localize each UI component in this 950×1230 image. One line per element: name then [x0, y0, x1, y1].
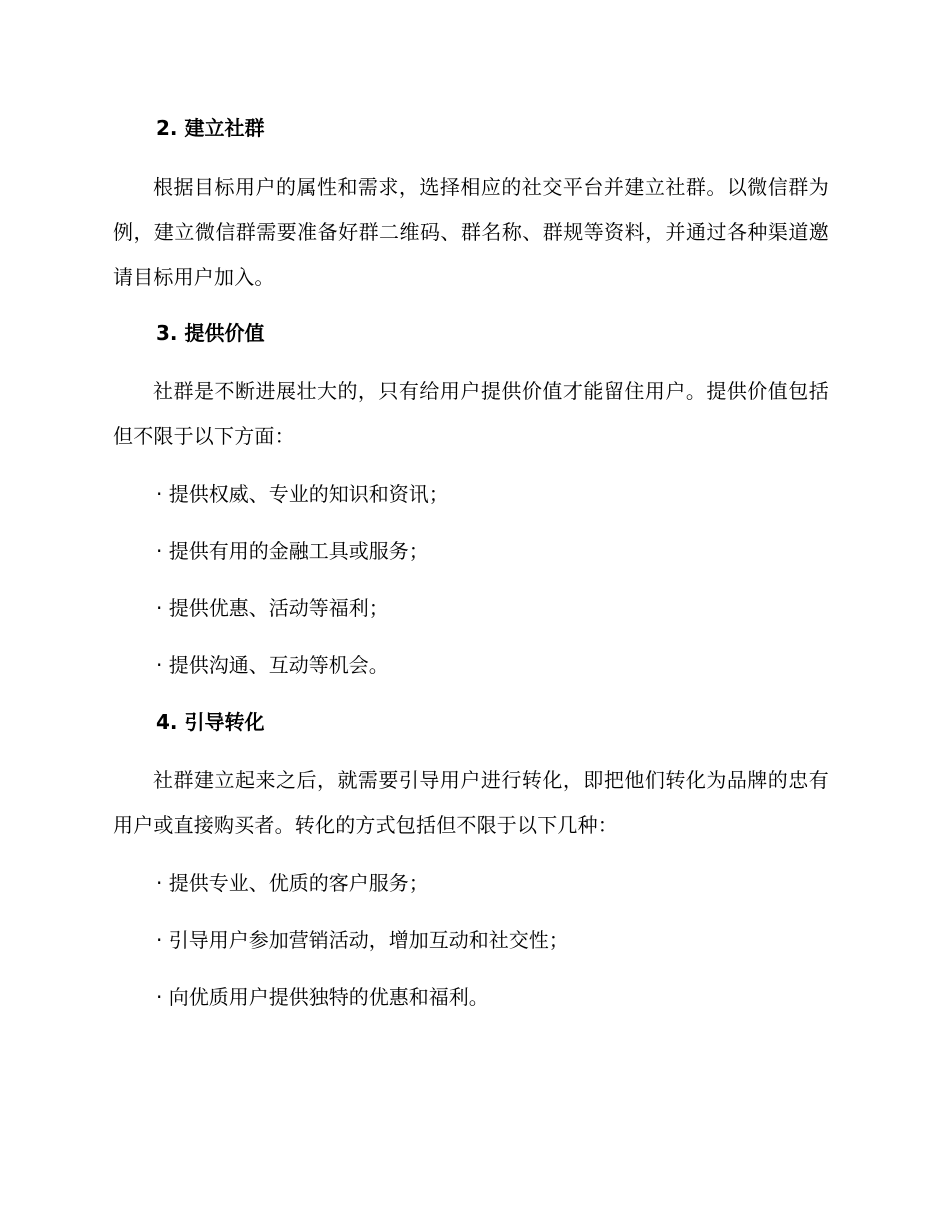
section-heading-provide-value: 3. 提供价值 — [156, 321, 265, 345]
bullet-item: · 提供有用的金融工具或服务； — [156, 539, 429, 563]
paragraph-guide-conversion: 社群建立起来之后，就需要引导用户进行转化，即把他们转化为品牌的忠有用户或直接购买者。转化的方式包括但不限于以下几种： — [113, 768, 829, 837]
paragraph-build-community: 根据目标用户的属性和需求，选择相应的社交平台并建立社群。以微信群为例，建立微信群需要准备好群二维码、群名称、群规等资料，并通过各种渠道邀请目标用户加入。 — [113, 175, 829, 289]
bullet-item: · 提供优惠、活动等福利； — [156, 596, 389, 620]
section-heading-guide-conversion: 4. 引导转化 — [156, 710, 265, 734]
bullet-item: · 提供专业、优质的客户服务； — [156, 871, 429, 895]
bullet-item: · 引导用户参加营销活动，增加互动和社交性； — [156, 928, 569, 952]
bullet-item: · 提供沟通、互动等机会。 — [156, 653, 389, 677]
bullet-item: · 提供权威、专业的知识和资讯； — [156, 482, 449, 506]
section-heading-build-community: 2. 建立社群 — [156, 116, 265, 140]
bullet-item: · 向优质用户提供独特的优惠和福利。 — [156, 985, 489, 1009]
paragraph-provide-value: 社群是不断进展壮大的，只有给用户提供价值才能留住用户。提供价值包括但不限于以下方面： — [113, 379, 829, 448]
